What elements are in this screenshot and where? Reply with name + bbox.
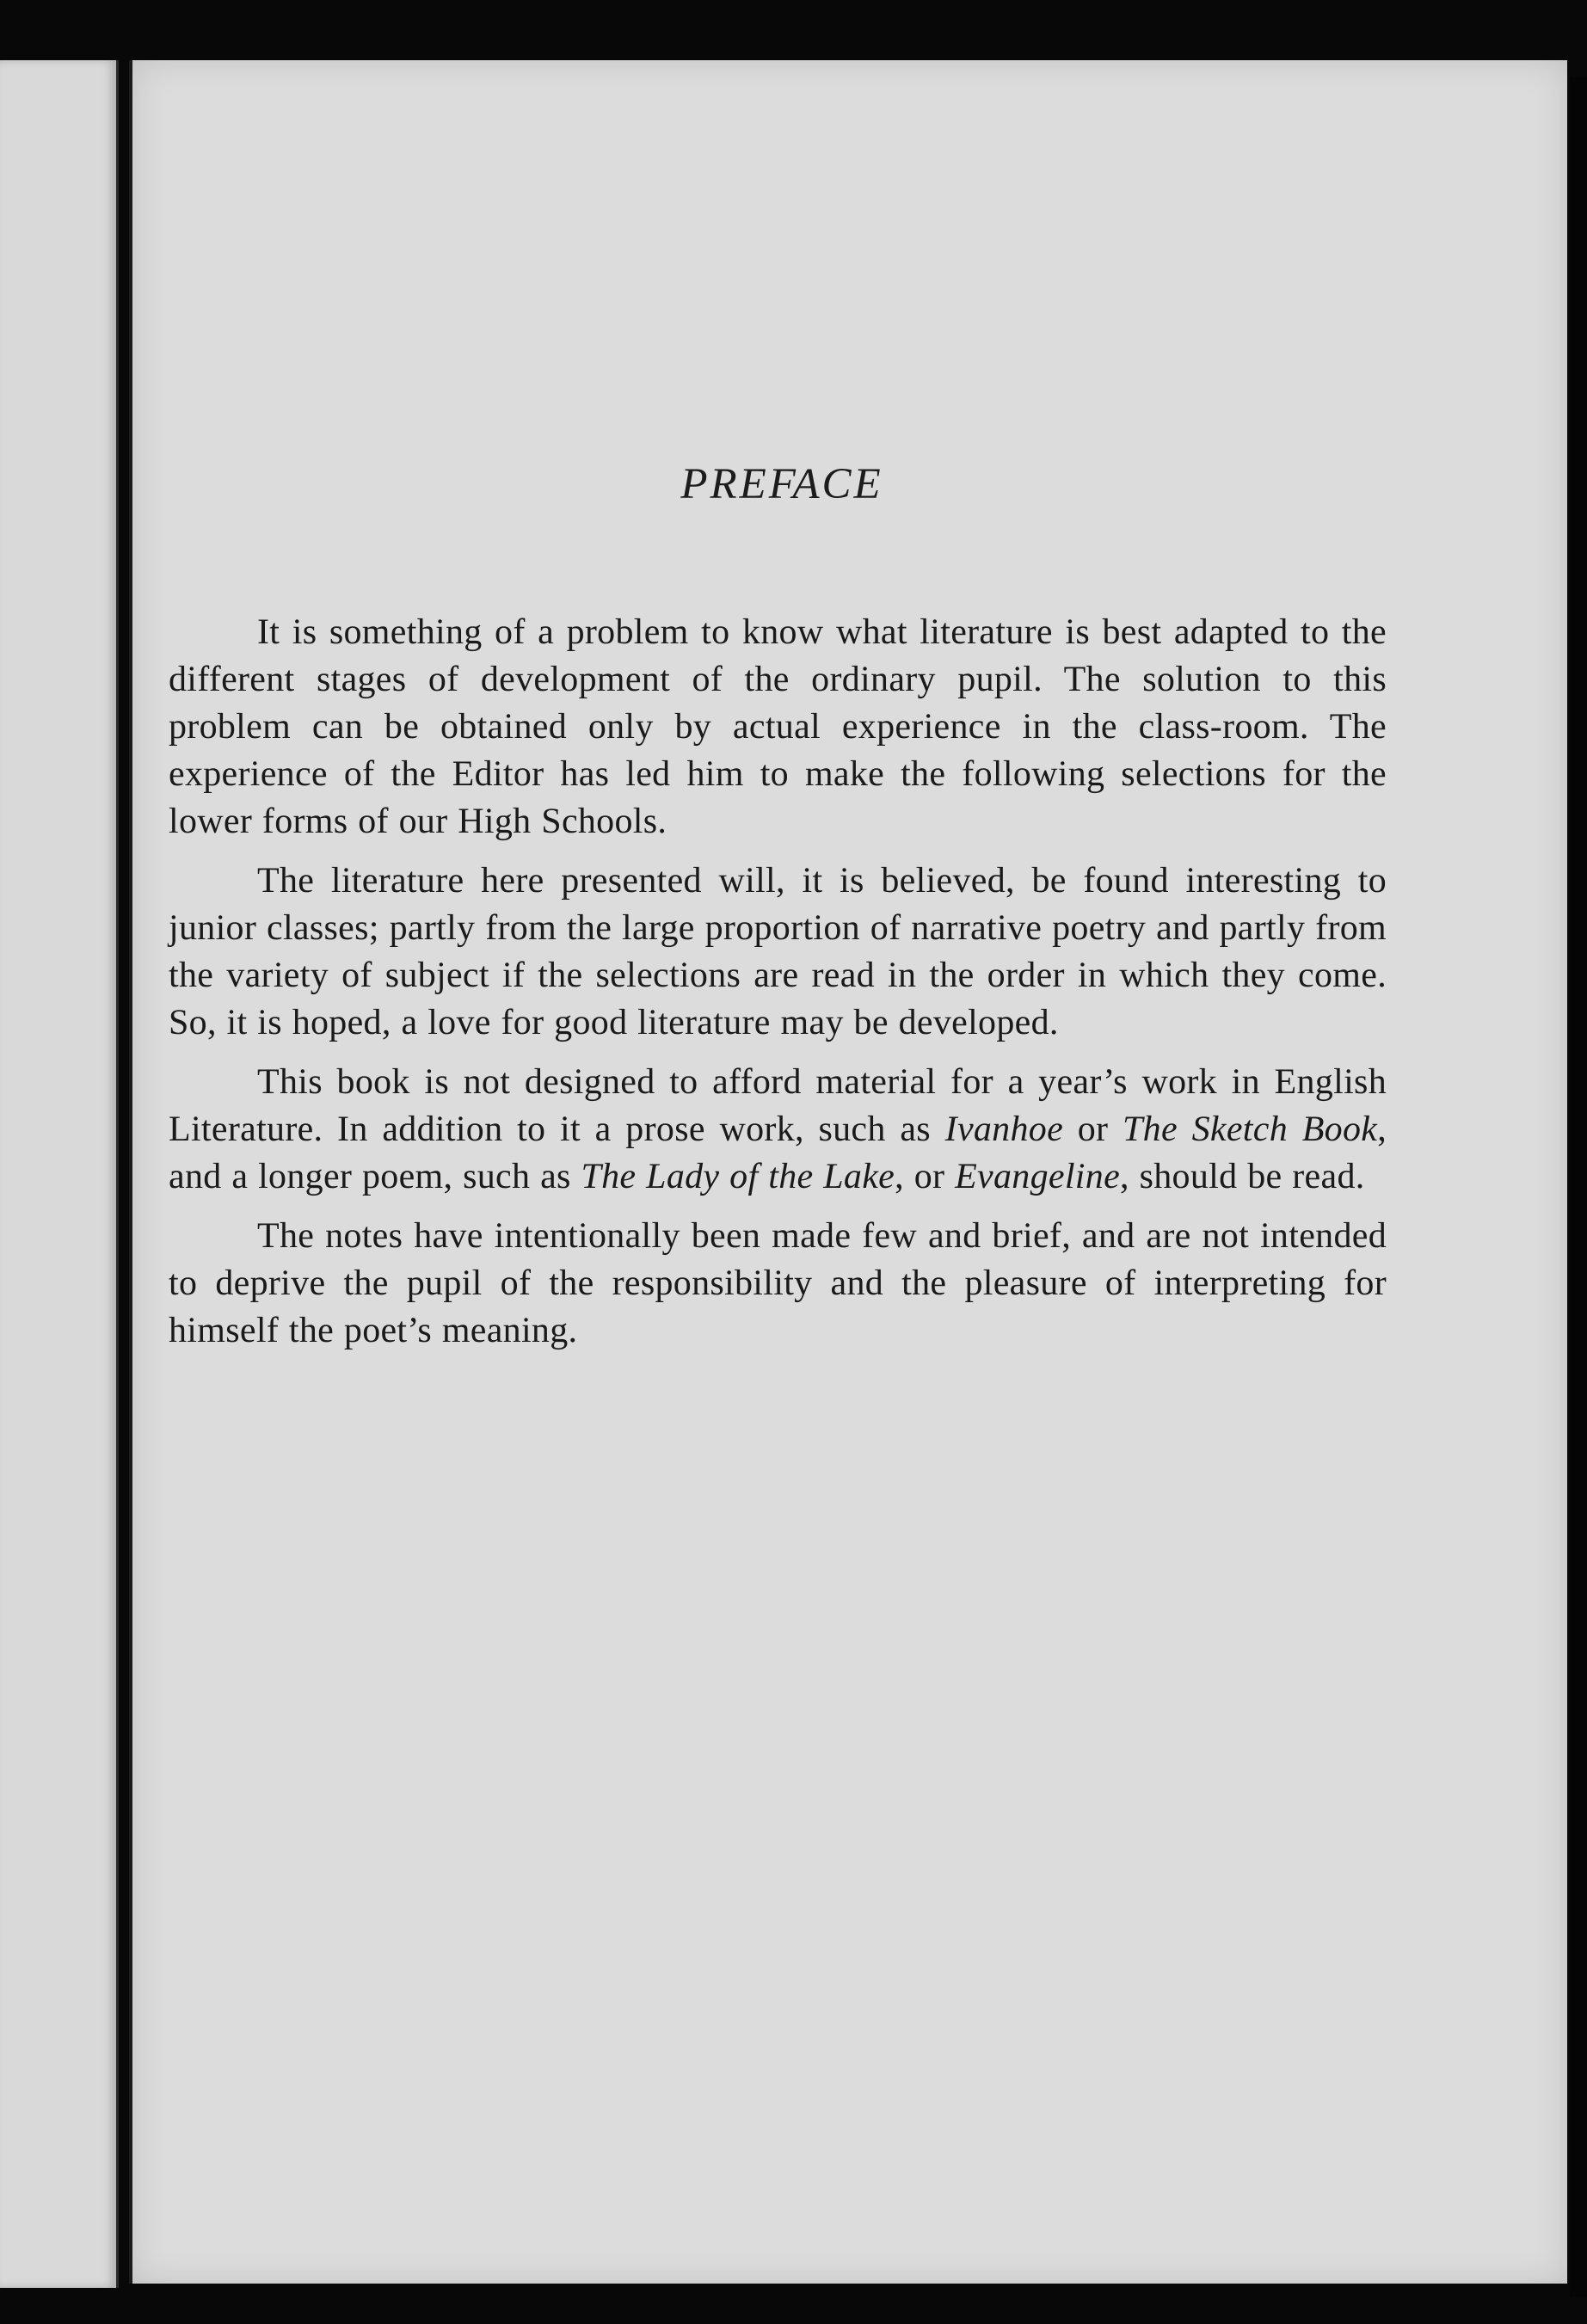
paragraph-3-segment-7: , or	[895, 1157, 956, 1196]
ivanhoe-title: Ivanhoe	[944, 1110, 1064, 1149]
paragraph-3	[169, 1059, 1387, 1201]
paragraph-3-segment-9: , should be read.	[1120, 1157, 1365, 1196]
paragraph-4: The notes have intentionally been made few and brief, and are not intended to deprive the pupil of the responsibility and the pleasure of interpreting for himself the poet’s meaning.	[169, 1216, 1387, 1350]
left-page-edge	[0, 60, 119, 2288]
paragraph-3-segment-5: , and a longer poem, such as	[169, 1110, 1387, 1196]
paragraph-3-segment-3: or	[1063, 1110, 1123, 1149]
lady-of-the-lake-title: The Lady of the Lake	[581, 1157, 895, 1196]
paragraph-1: It is something of a problem to know what literature is best adapted to the different stages of development of the ordinary pupil. The solution to this problem can be obtained only by actual experience in the class-room. The experience of the Editor has led him to make the following selections for the lower forms of our High Schools.	[169, 612, 1387, 841]
evangeline-title: Evangeline	[955, 1157, 1121, 1196]
page-title: PREFACE	[680, 460, 883, 508]
paragraph-2: The literature here presented will, it is believed, be found interesting to junior classes; partly from the large proportion of narrative poetry and partly from the variety of subject if the selections are read in the order in which they come. So, it is hoped, a love for good literature may be developed.	[169, 861, 1387, 1042]
sketch-book-title: The Sketch Book	[1123, 1110, 1378, 1149]
preface-text	[169, 609, 1387, 1355]
right-page-shadow	[1570, 77, 1587, 2296]
paragraph-3-segment-1: This book is not designed to afford material for a year’s work in English Literature. In addition to it a prose work, such as	[169, 1062, 1387, 1149]
